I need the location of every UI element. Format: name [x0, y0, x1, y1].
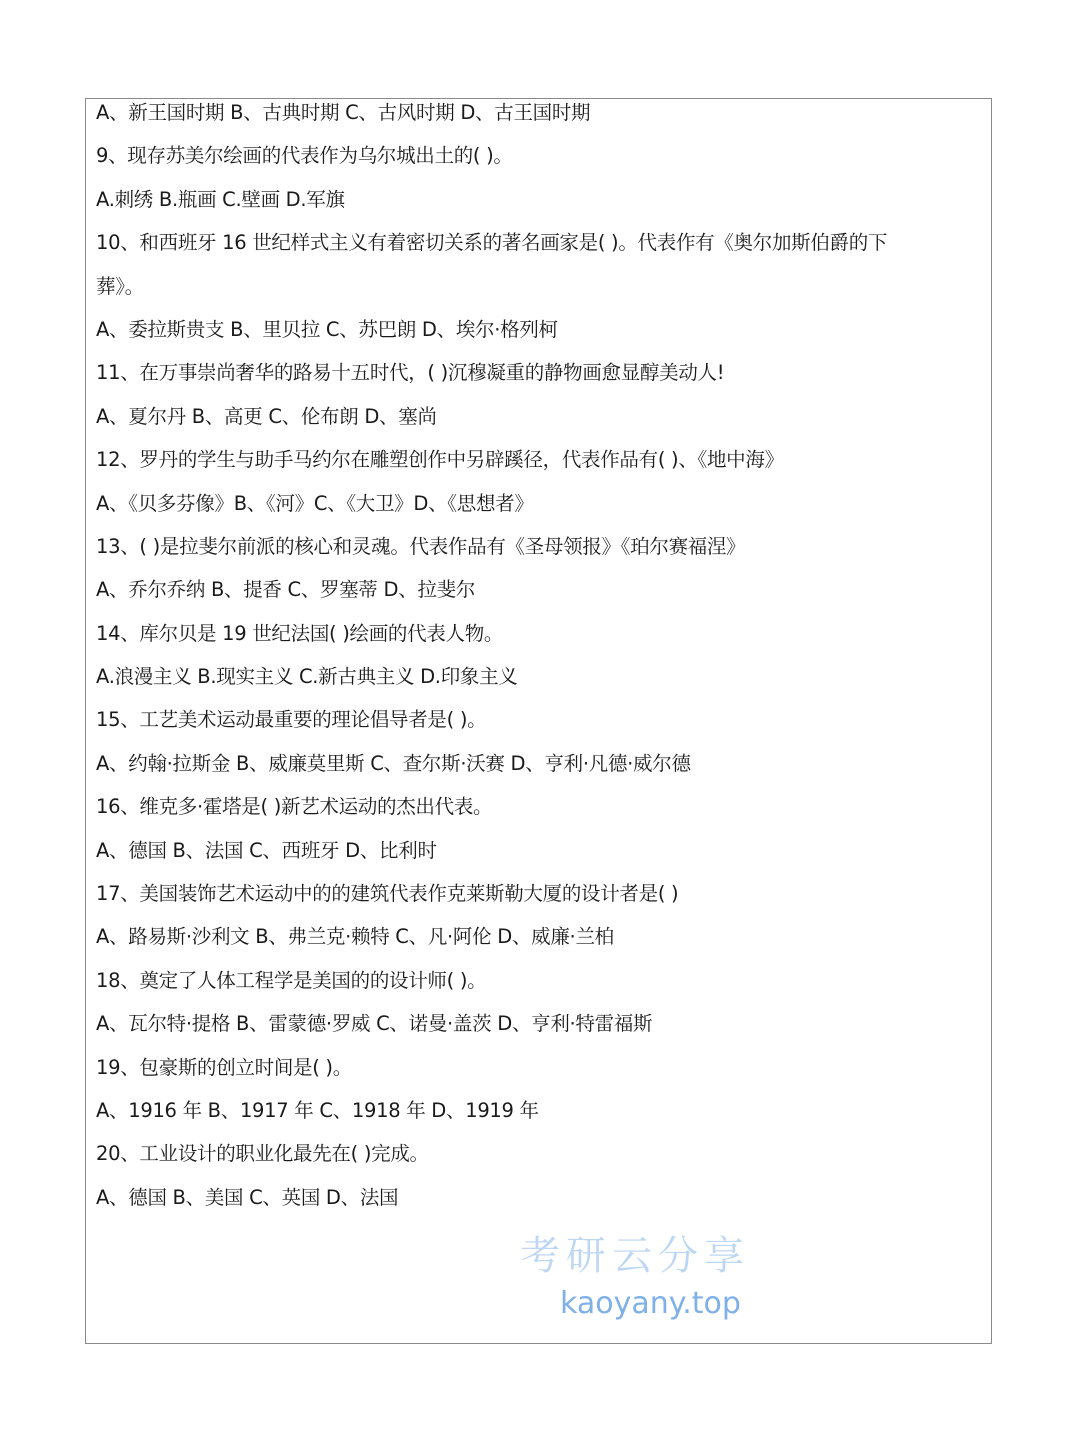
- options-16: A、德国 B、法国 C、西班牙 D、比利时: [96, 838, 437, 862]
- options-20: A、德国 B、美国 C、英国 D、法国: [96, 1185, 399, 1209]
- options-13: A、乔尔乔纳 B、提香 C、罗塞蒂 D、拉斐尔: [96, 578, 476, 602]
- question-list: [96, 91, 976, 1219]
- question-10: 10、和西班牙 16 世纪样式主义有着密切关系的著名画家是( )。代表作有《奥尔加斯伯爵的下: [96, 231, 888, 255]
- question-19: 19、包豪斯的创立时间是( )。: [96, 1055, 352, 1079]
- text-line: A、新王国时期 B、古典时期 C、古风时期 D、古王国时期: [96, 101, 591, 124]
- watermark-text: 考研云分享: [520, 1233, 750, 1279]
- question-13: 13、( )是拉斐尔前派的核心和灵魂。代表作品有《圣母领报》《珀尔赛福涅》: [96, 534, 746, 558]
- options-9: A.刺绣 B.瓶画 C.壁画 D.军旗: [96, 187, 345, 211]
- question-14: 14、库尔贝是 19 世纪法国( )绘画的代表人物。: [96, 621, 504, 645]
- options-15: A、约翰·拉斯金 B、威廉莫里斯 C、查尔斯·沃赛 D、亨利·凡德·威尔德: [96, 751, 691, 775]
- question-18: 18、奠定了人体工程学是美国的的设计师( )。: [96, 968, 487, 992]
- options-11: A、夏尔丹 B、高更 C、伦布朗 D、塞尚: [96, 404, 437, 428]
- options-14: A.浪漫主义 B.现实主义 C.新古典主义 D.印象主义: [96, 665, 518, 689]
- options-17: A、路易斯·沙利文 B、弗兰克·赖特 C、凡·阿伦 D、威廉·兰柏: [96, 925, 614, 949]
- question-11: 11、在万事崇尚奢华的路易十五时代，( )沉穆凝重的静物画愈显醇美动人!: [96, 361, 725, 385]
- question-16: 16、维克多·霍塔是( )新艺术运动的杰出代表。: [96, 795, 493, 819]
- question-9: 9、现存苏美尔绘画的代表作为乌尔城出土的( )。: [96, 144, 513, 168]
- watermark-url: kaoyany.top: [560, 1286, 741, 1321]
- options-10: A、委拉斯贵支 B、里贝拉 C、苏巴朗 D、埃尔·格列柯: [96, 317, 558, 341]
- options-19: A、1916 年 B、1917 年 C、1918 年 D、1919 年: [96, 1098, 539, 1122]
- question-15: 15、工艺美术运动最重要的理论倡导者是( )。: [96, 708, 487, 732]
- question-17: 17、美国装饰艺术运动中的的建筑代表作克莱斯勒大厦的设计者是( ): [96, 882, 679, 906]
- question-10-cont: 葬》。: [96, 274, 144, 298]
- options-12: A、《贝多芬像》B、《河》C、《大卫》D、《思想者》: [96, 491, 534, 515]
- question-12: 12、罗丹的学生与助手马约尔在雕塑创作中另辟蹊径，代表作品有( )、《地中海》: [96, 448, 784, 472]
- question-20: 20、工业设计的职业化最先在( )完成。: [96, 1142, 429, 1166]
- options-18: A、瓦尔特·提格 B、雷蒙德·罗威 C、诺曼·盖茨 D、亨利·特雷福斯: [96, 1012, 653, 1036]
